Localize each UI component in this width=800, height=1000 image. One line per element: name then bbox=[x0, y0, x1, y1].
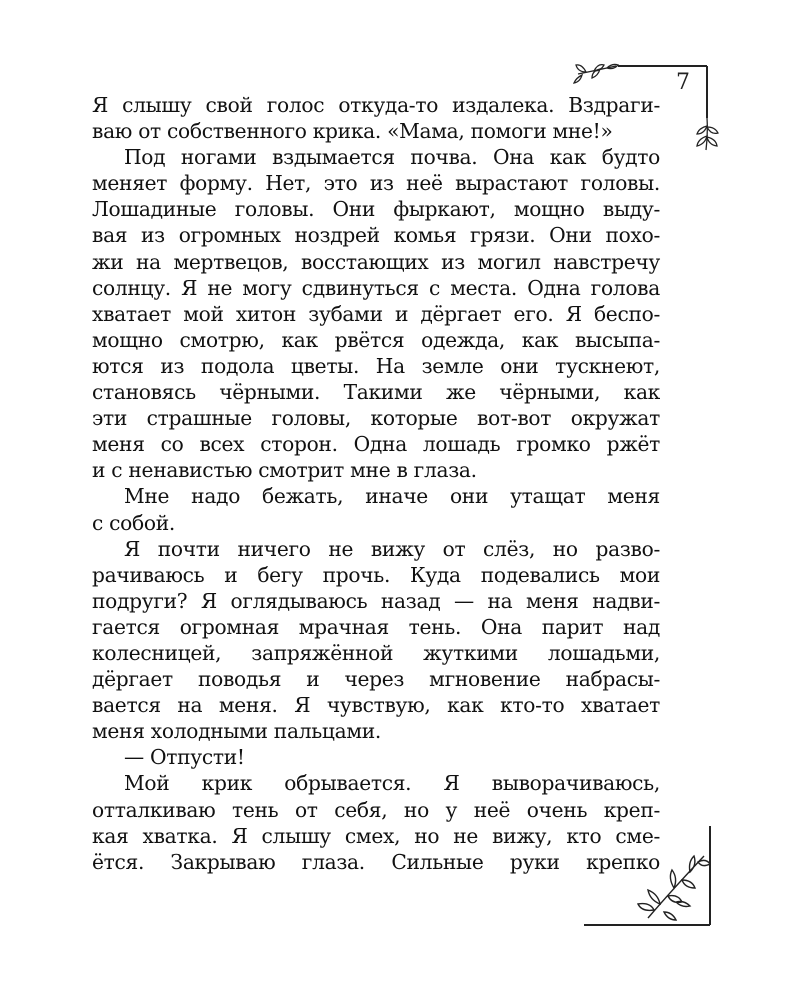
text-line: Я почти ничего не вижу от слёз, но разво- bbox=[124, 536, 660, 561]
text-line: подруги? Я оглядываюсь назад — на меня надви- bbox=[92, 588, 660, 613]
text-line: Я слышу свой голос откуда-то издалека. Вздраги- bbox=[92, 93, 660, 117]
text-line: жи на мертвецов, восстающих из могил навстречу bbox=[92, 249, 660, 274]
text-line: солнцу. Я не могу сдвинуться с места. Одна голова bbox=[92, 275, 660, 300]
leaf-hanging-icon bbox=[697, 118, 718, 150]
text-line: Лошадиные головы. Они фыркают, мощно выду- bbox=[92, 197, 660, 222]
text-line: ются из подола цветы. На земле они тускнеют, bbox=[92, 353, 660, 378]
leaf-sprig-icon bbox=[574, 64, 618, 83]
page-number: 7 bbox=[676, 70, 690, 95]
text-line: рачиваюсь и бегу прочь. Куда подевались мои bbox=[92, 562, 660, 587]
text-line: ваю от собственного крика. «Мама, помоги мне!» bbox=[92, 119, 613, 144]
text-line: — Отпусти! bbox=[124, 745, 245, 770]
text-line: меня со всех сторон. Одна лошадь громко ржёт bbox=[92, 432, 660, 457]
text-line: становясь чёрными. Такими же чёрными, как bbox=[92, 380, 660, 405]
text-line: вается на меня. Я чувствую, как кто-то хватает bbox=[92, 693, 660, 718]
text-line: меняет форму. Нет, это из неё вырастают головы. bbox=[92, 171, 660, 196]
text-line: эти страшные головы, которые вот-вот окружат bbox=[92, 406, 660, 431]
text-line: дёргает поводья и через мгновение набрасы- bbox=[92, 667, 660, 692]
text-line: гается огромная мрачная тень. Она парит над bbox=[92, 614, 660, 639]
text-line: Мой крик обрывается. Я выворачиваюсь, bbox=[124, 771, 660, 796]
text-line: ётся. Закрываю глаза. Сильные руки крепко bbox=[92, 849, 660, 874]
text-line: меня холодными пальцами. bbox=[92, 719, 381, 744]
text-line: вая из огромных ноздрей комья грязи. Они похо- bbox=[92, 223, 660, 248]
body-text bbox=[92, 92, 660, 875]
text-line: хватает мой хитон зубами и дёргает его. Я беспо- bbox=[92, 301, 660, 326]
text-line: с собой. bbox=[92, 510, 175, 535]
text-line: колесницей, запряжённой жуткими лошадьми, bbox=[92, 640, 660, 665]
text-line: кая хватка. Я слышу смех, но не вижу, кто сме- bbox=[92, 823, 660, 848]
text-line: Под ногами вздымается почва. Она как будто bbox=[124, 145, 660, 170]
text-line: Мне надо бежать, иначе они утащат меня bbox=[124, 484, 660, 509]
text-line: мощно смотрю, как рвётся одежда, как высыпа- bbox=[92, 327, 660, 352]
text-line: и с ненавистью смотрит мне в глаза. bbox=[92, 458, 477, 483]
text-line: отталкиваю тень от себя, но у неё очень креп- bbox=[92, 797, 660, 822]
